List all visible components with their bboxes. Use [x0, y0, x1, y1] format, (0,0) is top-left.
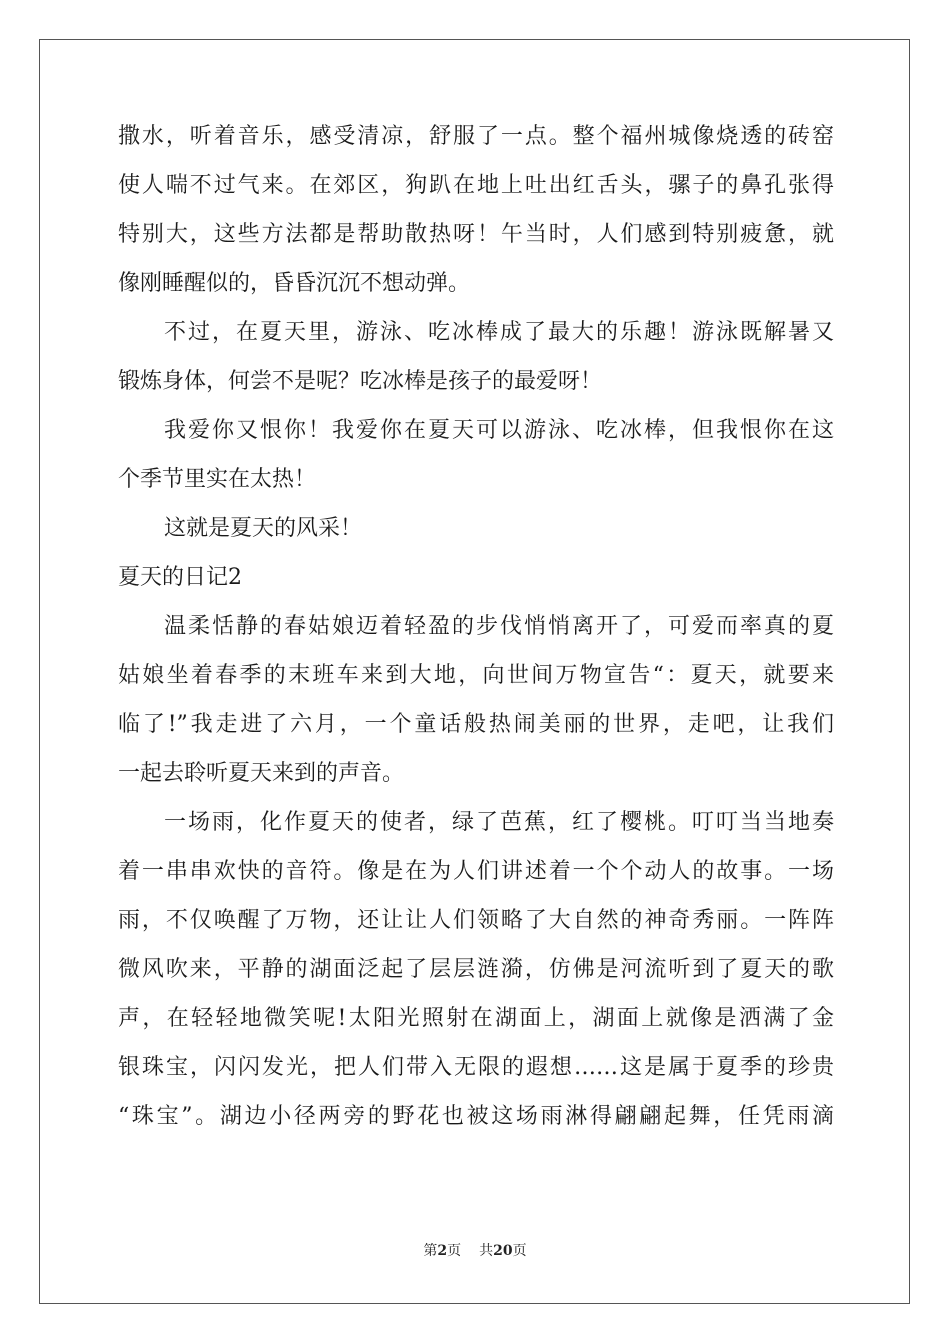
total-suffix: 页	[512, 1243, 527, 1259]
text-line: 使人喘不过气来。在郊区，狗趴在地上吐出红舌头，骡子的鼻孔张得	[118, 173, 834, 198]
text-line: 雨，不仅唤醒了万物，还让让人们领略了大自然的神奇秀丽。一阵阵	[118, 908, 834, 933]
text-line: 临了!”我走进了六月，一个童话般热闹美丽的世界，走吧，让我们	[118, 712, 834, 737]
total-prefix: 共	[479, 1243, 494, 1259]
text-line: 锻炼身体，何尝不是呢？吃冰棒是孩子的最爱呀！	[118, 369, 603, 394]
page-suffix: 页	[447, 1243, 462, 1259]
text-line: 声，在轻轻地微笑呢!太阳光照射在湖面上，湖面上就像是洒满了金	[118, 1006, 834, 1031]
text-line: 着一串串欢快的音符。像是在为人们讲述着一个个动人的故事。一场	[118, 859, 834, 884]
page-number: 2	[437, 1243, 448, 1259]
text-line: 一起去聆听夏天来到的声音。	[118, 761, 405, 786]
paragraph-first-line: 不过，在夏天里，游泳、吃冰棒成了最大的乐趣！游泳既解暑又	[164, 320, 834, 345]
paragraph-first-line: 这就是夏天的风采！	[164, 516, 363, 541]
paragraph-first-line: 一场雨，化作夏天的使者，绿了芭蕉，红了樱桃。叮叮当当地奏	[164, 810, 834, 835]
text-line: 银珠宝，闪闪发光，把人们带入无限的遐想……这是属于夏季的珍贵	[118, 1055, 834, 1080]
section-heading: 夏天的日记2	[118, 565, 242, 590]
total-pages: 20	[493, 1243, 513, 1259]
paragraph-first-line: 温柔恬静的春姑娘迈着轻盈的步伐悄悄离开了，可爱而率真的夏	[164, 614, 834, 639]
page-prefix: 第	[423, 1243, 438, 1259]
page-footer	[0, 1242, 950, 1260]
text-line: 个季节里实在太热！	[118, 467, 317, 492]
text-line: “珠宝”。湖边小径两旁的野花也被这场雨淋得翩翩起舞，任凭雨滴	[118, 1104, 834, 1129]
paragraph-first-line: 我爱你又恨你！我爱你在夏天可以游泳、吃冰棒，但我恨你在这	[164, 418, 834, 443]
text-line: 微风吹来，平静的湖面泛起了层层涟漪，仿佛是河流听到了夏天的歌	[118, 957, 834, 982]
text-line: 特别大，这些方法都是帮助散热呀！午当时，人们感到特别疲惫，就	[118, 222, 834, 247]
text-line: 撒水，听着音乐，感受清凉，舒服了一点。整个福州城像烧透的砖窑	[118, 124, 834, 149]
text-line: 姑娘坐着春季的末班车来到大地，向世间万物宣告“：夏天，就要来	[118, 663, 834, 688]
text-line: 像刚睡醒似的，昏昏沉沉不想动弹。	[118, 271, 471, 296]
